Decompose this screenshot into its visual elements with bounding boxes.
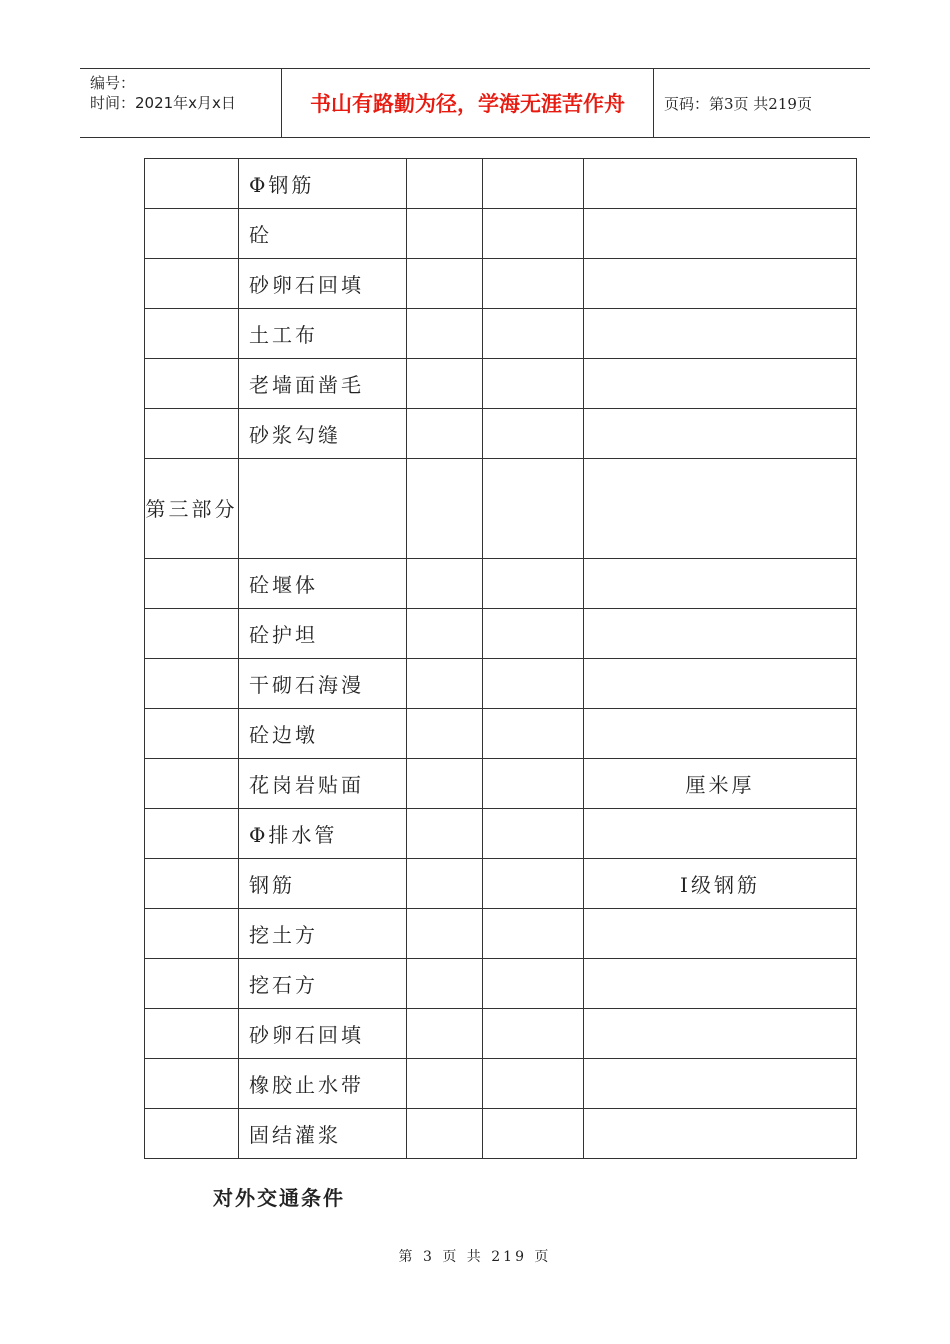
cell-c3 [407, 209, 483, 259]
cell-c3 [407, 1109, 483, 1159]
cell-c4 [483, 209, 584, 259]
cell-c2 [239, 859, 407, 909]
cell-c1 [145, 959, 239, 1009]
header-page-info: 页码：第3页 共219页 [664, 94, 812, 113]
cell-c2 [239, 1109, 407, 1159]
cell-text: Φ排水管 [249, 823, 338, 847]
cell-c1 [145, 759, 239, 809]
cell-c1 [145, 609, 239, 659]
cell-text: 花岗岩贴面 [249, 773, 364, 797]
cell-c4 [483, 559, 584, 609]
table-row [145, 409, 857, 459]
cell-c5 [584, 559, 857, 609]
cell-c1 [145, 209, 239, 259]
cell-c5 [584, 1109, 857, 1159]
cell-c5 [584, 1009, 857, 1059]
cell-text: 土工布 [249, 323, 318, 347]
table-row [145, 709, 857, 759]
cell-text: Φ钢筋 [249, 173, 315, 197]
cell-c5 [584, 709, 857, 759]
time-label: 时间：2021年x月x日 [90, 94, 236, 112]
cell-c3 [407, 559, 483, 609]
cell-c1 [145, 809, 239, 859]
cell-c2 [239, 959, 407, 1009]
cell-c2 [239, 459, 407, 559]
table-row [145, 1009, 857, 1059]
table-row [145, 459, 857, 559]
cell-c4 [483, 159, 584, 209]
cell-c2 [239, 709, 407, 759]
table-row [145, 609, 857, 659]
cell-c1 [145, 309, 239, 359]
cell-c4 [483, 959, 584, 1009]
cell-c3 [407, 309, 483, 359]
cell-c5 [584, 909, 857, 959]
table-row [145, 659, 857, 709]
cell-c5 [584, 259, 857, 309]
table-row [145, 859, 857, 909]
cell-c2 [239, 1059, 407, 1109]
cell-c2 [239, 209, 407, 259]
cell-text: 老墙面凿毛 [249, 373, 364, 397]
cell-c5 [584, 209, 857, 259]
cell-c4 [483, 409, 584, 459]
cell-text: 挖土方 [249, 923, 318, 947]
cell-c2 [239, 909, 407, 959]
cell-c1 [145, 659, 239, 709]
cell-c5 [584, 609, 857, 659]
cell-c4 [483, 609, 584, 659]
cell-c2 [239, 159, 407, 209]
cell-c4 [483, 909, 584, 959]
cell-c5 [584, 959, 857, 1009]
cell-c1 [145, 359, 239, 409]
cell-c1 [145, 1109, 239, 1159]
page-header [80, 68, 870, 138]
cell-c3 [407, 259, 483, 309]
table-row [145, 959, 857, 1009]
cell-c5 [584, 409, 857, 459]
table-row [145, 209, 857, 259]
cell-c1 [145, 159, 239, 209]
cell-c3 [407, 1009, 483, 1059]
cell-c1 [145, 459, 239, 559]
quantity-table [144, 158, 857, 1159]
cell-c2 [239, 759, 407, 809]
cell-c3 [407, 359, 483, 409]
cell-c1 [145, 1059, 239, 1109]
table-row [145, 259, 857, 309]
cell-c4 [483, 309, 584, 359]
table-row [145, 1109, 857, 1159]
cell-c3 [407, 609, 483, 659]
cell-c1 [145, 409, 239, 459]
cell-text: 砂卵石回填 [249, 273, 364, 297]
cell-c3 [407, 459, 483, 559]
cell-c2 [239, 409, 407, 459]
cell-text: 砼 [249, 223, 272, 247]
cell-c2 [239, 1009, 407, 1059]
table-row [145, 559, 857, 609]
section-heading: 对外交通条件 [213, 1186, 345, 1210]
cell-text: 钢筋 [249, 873, 295, 897]
cell-c3 [407, 1059, 483, 1109]
cell-c3 [407, 759, 483, 809]
table-row [145, 909, 857, 959]
cell-c3 [407, 709, 483, 759]
cell-c4 [483, 759, 584, 809]
table-row [145, 159, 857, 209]
cell-c5 [584, 759, 857, 809]
number-label: 编号： [90, 74, 136, 92]
cell-text: 砼边墩 [249, 723, 318, 747]
header-meta [80, 69, 282, 137]
cell-text: 厘米厚 [685, 773, 755, 797]
cell-c1 [145, 259, 239, 309]
page-footer: 第 3 页 共 219 页 [398, 1249, 552, 1265]
cell-c5 [584, 309, 857, 359]
cell-text: Ⅰ级钢筋 [680, 873, 760, 897]
cell-c2 [239, 659, 407, 709]
cell-c2 [239, 259, 407, 309]
cell-text: 砂卵石回填 [249, 1023, 364, 1047]
header-motto: 书山有路勤为径，学海无涯苦作舟 [282, 69, 654, 137]
cell-c5 [584, 459, 857, 559]
cell-c4 [483, 359, 584, 409]
cell-c1 [145, 709, 239, 759]
cell-text: 固结灌浆 [249, 1123, 341, 1147]
cell-c3 [407, 659, 483, 709]
cell-c4 [483, 1109, 584, 1159]
table-row [145, 809, 857, 859]
cell-c4 [483, 859, 584, 909]
table-row [145, 1059, 857, 1109]
cell-c4 [483, 459, 584, 559]
cell-c5 [584, 859, 857, 909]
cell-c4 [483, 259, 584, 309]
cell-c4 [483, 709, 584, 759]
cell-text: 砂浆勾缝 [249, 423, 341, 447]
cell-c3 [407, 159, 483, 209]
cell-c5 [584, 809, 857, 859]
cell-c4 [483, 1009, 584, 1059]
cell-c2 [239, 809, 407, 859]
cell-c1 [145, 559, 239, 609]
cell-c1 [145, 909, 239, 959]
cell-c5 [584, 159, 857, 209]
cell-c3 [407, 409, 483, 459]
cell-c2 [239, 609, 407, 659]
cell-c3 [407, 959, 483, 1009]
cell-text: 砼堰体 [249, 573, 318, 597]
table-row [145, 759, 857, 809]
table-row [145, 309, 857, 359]
cell-text: 橡胶止水带 [249, 1073, 364, 1097]
cell-c4 [483, 1059, 584, 1109]
cell-c1 [145, 859, 239, 909]
cell-c5 [584, 1059, 857, 1109]
cell-c3 [407, 909, 483, 959]
cell-text: 挖石方 [249, 973, 318, 997]
cell-c5 [584, 359, 857, 409]
cell-c2 [239, 559, 407, 609]
cell-c4 [483, 659, 584, 709]
cell-text: 干砌石海漫 [249, 673, 364, 697]
cell-c1 [145, 1009, 239, 1059]
cell-c3 [407, 809, 483, 859]
cell-c3 [407, 859, 483, 909]
cell-c5 [584, 659, 857, 709]
cell-c2 [239, 359, 407, 409]
cell-text: 第三部分 [145, 496, 238, 521]
cell-c2 [239, 309, 407, 359]
table-row [145, 359, 857, 409]
cell-c4 [483, 809, 584, 859]
cell-text: 砼护坦 [249, 623, 318, 647]
